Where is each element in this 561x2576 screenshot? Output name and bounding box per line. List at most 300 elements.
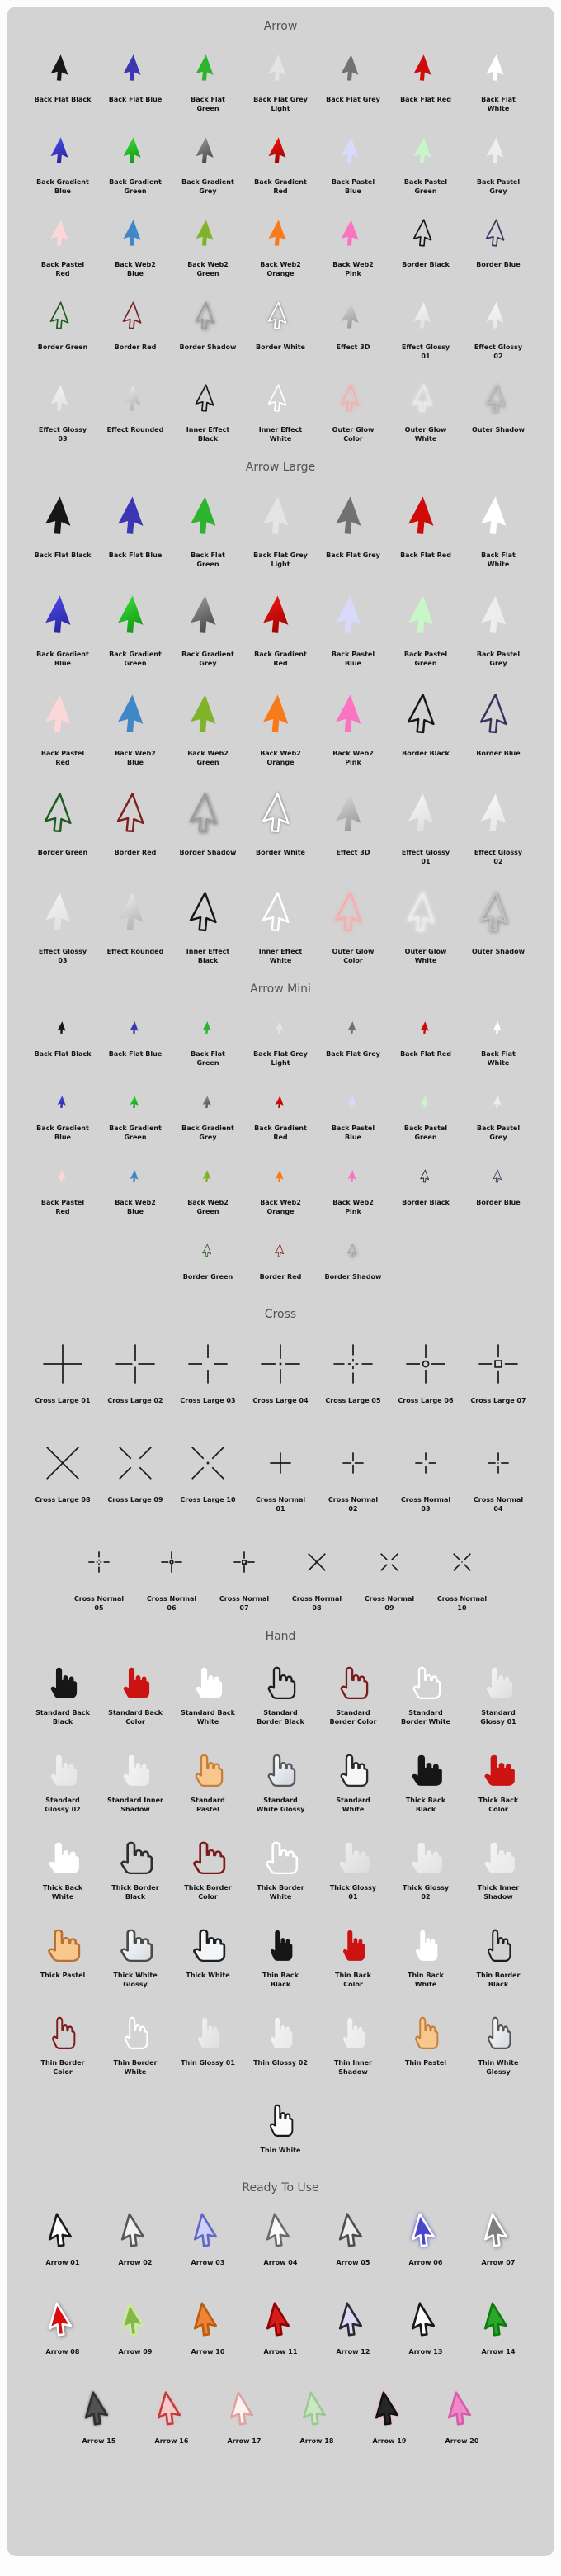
cursor-label: Back Flat Grey Light bbox=[253, 552, 308, 568]
cursor-tile-outer-shadow[interactable] bbox=[462, 880, 535, 968]
cursor-tile-thin-back-black[interactable] bbox=[244, 1915, 317, 1991]
cursor-label: Border Green bbox=[37, 849, 88, 856]
cursor-tile-arrow-08[interactable] bbox=[26, 2294, 99, 2368]
cursor-tile-cross-normal-07[interactable] bbox=[208, 1529, 280, 1615]
outer-glow-white-cursor-icon bbox=[389, 880, 462, 948]
cursor-tile-thick-inner-shadow[interactable] bbox=[462, 1828, 535, 1904]
cursor-label: Back Gradient Green bbox=[109, 1125, 162, 1141]
section-arrow-large bbox=[16, 461, 544, 968]
back-flat-grey-light-cursor-icon bbox=[244, 43, 317, 96]
cursor-tile-back-gradient-green[interactable] bbox=[99, 583, 172, 670]
standard-white-glossy-cursor-icon bbox=[244, 1740, 317, 1797]
cursor-tile-effect-rounded[interactable] bbox=[99, 373, 172, 446]
cursor-label: Arrow 15 bbox=[82, 2437, 116, 2445]
cursor-tile-arrow-10[interactable] bbox=[172, 2294, 244, 2368]
cursor-tile-effect-glossy-02[interactable] bbox=[462, 781, 535, 869]
cursor-tile-thin-glossy-02[interactable] bbox=[244, 2003, 317, 2079]
cursor-tile-cross-large-02[interactable] bbox=[99, 1331, 172, 1417]
cursor-tile-thin-white-glossy[interactable] bbox=[462, 2003, 535, 2079]
cursor-tile-arrow-20[interactable] bbox=[426, 2383, 498, 2457]
border-white-cursor-icon bbox=[244, 781, 317, 849]
cursor-tile-back-flat-grey[interactable] bbox=[317, 1006, 389, 1070]
cross-normal-09-cursor-icon bbox=[353, 1529, 426, 1595]
cursor-label: Arrow 04 bbox=[263, 2259, 298, 2266]
cursor-tile-back-flat-white[interactable] bbox=[462, 484, 535, 571]
cursor-tile-back-gradient-blue[interactable] bbox=[26, 125, 99, 198]
cursor-label: Border Black bbox=[402, 750, 450, 757]
cursor-tile-back-flat-grey-light[interactable] bbox=[244, 43, 317, 116]
cursor-tile-arrow-09[interactable] bbox=[99, 2294, 172, 2368]
cursor-tile-back-web2-orange[interactable] bbox=[244, 208, 317, 281]
arrow-08-cursor-icon bbox=[26, 2294, 99, 2348]
cursor-tile-thick-back-black[interactable] bbox=[389, 1740, 462, 1816]
border-black-cursor-icon bbox=[389, 1154, 462, 1199]
cursor-tile-back-pastel-grey[interactable] bbox=[462, 1080, 535, 1144]
cursor-tile-back-flat-green[interactable] bbox=[172, 1006, 244, 1070]
cursor-tile-thick-white[interactable] bbox=[172, 1915, 244, 1991]
cursor-tile-thin-inner-shadow[interactable] bbox=[317, 2003, 389, 2079]
cursor-tile-effect-glossy-01[interactable] bbox=[389, 781, 462, 869]
cursor-tile-border-red[interactable] bbox=[99, 291, 172, 363]
cursor-tile-back-web2-blue[interactable] bbox=[99, 1154, 172, 1219]
cursor-label: Cross Large 03 bbox=[180, 1397, 236, 1404]
cursor-tile-standard-back-white[interactable] bbox=[172, 1653, 244, 1729]
cursor-tile-thin-back-white[interactable] bbox=[389, 1915, 462, 1991]
cursor-label: Cross Normal 10 bbox=[436, 1595, 488, 1612]
cursor-tile-back-pastel-green[interactable] bbox=[389, 1080, 462, 1144]
cursor-tile-standard-back-black[interactable] bbox=[26, 1653, 99, 1729]
cursor-tile-back-gradient-red[interactable] bbox=[244, 583, 317, 670]
cursor-tile-standard-pastel[interactable] bbox=[172, 1740, 244, 1816]
cursor-label: Thin Border Black bbox=[476, 1972, 521, 1988]
cursor-tile-cross-large-01[interactable] bbox=[26, 1331, 99, 1417]
cursor-tile-back-flat-black[interactable] bbox=[26, 484, 99, 571]
cursor-tile-back-gradient-green[interactable] bbox=[99, 1080, 172, 1144]
arrow-20-cursor-icon bbox=[426, 2383, 498, 2437]
back-gradient-red-cursor-icon bbox=[244, 1080, 317, 1125]
back-flat-red-cursor-icon bbox=[389, 1006, 462, 1050]
cursor-label: Back Pastel Green bbox=[403, 178, 448, 195]
cursor-label: Effect Glossy 03 bbox=[38, 426, 87, 443]
cursor-tile-thin-border-black[interactable] bbox=[462, 1915, 535, 1991]
cursor-label: Thin Border Color bbox=[40, 2059, 85, 2076]
cursor-tile-back-pastel-red[interactable] bbox=[26, 1154, 99, 1219]
cursor-tile-standard-border-color[interactable] bbox=[317, 1653, 389, 1729]
cursor-tile-back-web2-pink[interactable] bbox=[317, 682, 389, 769]
cursor-row bbox=[16, 583, 544, 670]
thick-inner-shadow-cursor-icon bbox=[462, 1828, 535, 1884]
cursor-tile-border-black[interactable] bbox=[389, 682, 462, 769]
cursor-row bbox=[16, 1006, 544, 1070]
cursor-label: Back Pastel Grey bbox=[476, 651, 521, 667]
cursor-tile-border-red[interactable] bbox=[99, 781, 172, 869]
cursor-tile-back-web2-blue[interactable] bbox=[99, 208, 172, 281]
back-gradient-green-cursor-icon bbox=[99, 583, 172, 651]
cursor-tile-effect-3d[interactable] bbox=[317, 781, 389, 869]
cursor-tile-back-pastel-grey[interactable] bbox=[462, 583, 535, 670]
cursor-tile-border-blue[interactable] bbox=[462, 682, 535, 769]
cursor-tile-back-flat-green[interactable] bbox=[172, 43, 244, 116]
effect-rounded-cursor-icon bbox=[99, 880, 172, 948]
cursor-tile-back-flat-grey-light[interactable] bbox=[244, 1006, 317, 1070]
cursor-label: Thick Back Color bbox=[478, 1797, 519, 1813]
cursor-row bbox=[16, 2383, 544, 2457]
cursor-tile-cross-large-04[interactable] bbox=[244, 1331, 317, 1417]
cursor-tile-arrow-16[interactable] bbox=[135, 2383, 208, 2457]
effect-rounded-cursor-icon bbox=[99, 373, 172, 426]
inner-effect-white-cursor-icon bbox=[244, 880, 317, 948]
cursor-tile-back-gradient-grey[interactable] bbox=[172, 125, 244, 198]
cursor-tile-standard-border-white[interactable] bbox=[389, 1653, 462, 1729]
cursor-label: Back Gradient Red bbox=[254, 1125, 307, 1141]
cursor-label: Back Flat Blue bbox=[108, 1050, 163, 1058]
cursor-label: Thick Glossy 02 bbox=[402, 1884, 450, 1901]
cursor-tile-back-gradient-blue[interactable] bbox=[26, 1080, 99, 1144]
cursor-label: Effect Glossy 02 bbox=[474, 343, 523, 360]
cursor-tile-back-pastel-green[interactable] bbox=[389, 125, 462, 198]
cursor-tile-arrow-12[interactable] bbox=[317, 2294, 389, 2368]
cursor-tile-back-gradient-blue[interactable] bbox=[26, 583, 99, 670]
arrow-18-cursor-icon bbox=[280, 2383, 353, 2437]
cursor-tile-cross-large-10[interactable] bbox=[172, 1430, 244, 1516]
cursor-tile-back-pastel-red[interactable] bbox=[26, 682, 99, 769]
cursor-tile-arrow-01[interactable] bbox=[26, 2204, 99, 2279]
cursor-tile-border-shadow[interactable] bbox=[172, 291, 244, 363]
back-web2-pink-cursor-icon bbox=[317, 208, 389, 261]
cursor-tile-back-flat-blue[interactable] bbox=[99, 484, 172, 571]
cursor-tile-standard-back-color[interactable] bbox=[99, 1653, 172, 1729]
cursor-tile-thin-pastel[interactable] bbox=[389, 2003, 462, 2079]
cursor-tile-back-gradient-red[interactable] bbox=[244, 1080, 317, 1144]
cross-normal-05-cursor-icon bbox=[63, 1529, 135, 1595]
cursor-row bbox=[16, 1828, 544, 1904]
arrow-15-cursor-icon bbox=[63, 2383, 135, 2437]
cursor-label: Back Pastel Blue bbox=[331, 178, 375, 195]
cursor-tile-back-gradient-grey[interactable] bbox=[172, 1080, 244, 1144]
cursor-tile-border-shadow[interactable] bbox=[317, 1229, 389, 1293]
cursor-tile-effect-glossy-01[interactable] bbox=[389, 291, 462, 363]
cursor-tile-border-green[interactable] bbox=[26, 291, 99, 363]
cursor-tile-arrow-18[interactable] bbox=[280, 2383, 353, 2457]
cursor-row bbox=[16, 781, 544, 869]
cursor-tile-thin-border-color[interactable] bbox=[26, 2003, 99, 2079]
cursor-tile-arrow-03[interactable] bbox=[172, 2204, 244, 2279]
cursor-tile-effect-3d[interactable] bbox=[317, 291, 389, 363]
cursor-tile-standard-glossy-02[interactable] bbox=[26, 1740, 99, 1816]
effect-glossy-01-cursor-icon bbox=[389, 781, 462, 849]
back-gradient-green-cursor-icon bbox=[99, 1080, 172, 1125]
cursor-tile-thick-white-glossy[interactable] bbox=[99, 1915, 172, 1991]
cursor-tile-border-green[interactable] bbox=[172, 1229, 244, 1293]
cursor-label: Thick White bbox=[186, 1972, 230, 1979]
cursor-label: Back Gradient Grey bbox=[182, 1125, 234, 1141]
cursor-tile-cross-normal-06[interactable] bbox=[135, 1529, 208, 1615]
cursor-tile-inner-effect-black[interactable] bbox=[172, 373, 244, 446]
cursor-tile-back-pastel-red[interactable] bbox=[26, 208, 99, 281]
cursor-row bbox=[16, 125, 544, 198]
cursor-tile-cross-normal-02[interactable] bbox=[317, 1430, 389, 1516]
cursor-label: Thin Back White bbox=[408, 1972, 444, 1988]
cursor-tile-border-black[interactable] bbox=[389, 1154, 462, 1219]
cursor-tile-back-flat-black[interactable] bbox=[26, 1006, 99, 1070]
cursor-tile-thick-border-color[interactable] bbox=[172, 1828, 244, 1904]
cursor-label: Arrow 18 bbox=[299, 2437, 334, 2445]
cursor-label: Back Flat Grey bbox=[326, 96, 380, 103]
cursor-tile-arrow-13[interactable] bbox=[389, 2294, 462, 2368]
cursor-tile-back-flat-white[interactable] bbox=[462, 43, 535, 116]
cursor-tile-border-white[interactable] bbox=[244, 781, 317, 869]
cursor-label: Border Black bbox=[402, 1199, 450, 1206]
back-flat-white-cursor-icon bbox=[462, 1006, 535, 1050]
cursor-tile-inner-effect-white[interactable] bbox=[244, 373, 317, 446]
effect-glossy-03-cursor-icon bbox=[26, 373, 99, 426]
cursor-row bbox=[16, 1740, 544, 1816]
cursor-tile-border-black[interactable] bbox=[389, 208, 462, 281]
cursor-tile-inner-effect-white[interactable] bbox=[244, 880, 317, 968]
cursor-tile-standard-inner-shadow[interactable] bbox=[99, 1740, 172, 1816]
cursor-tile-thin-glossy-01[interactable] bbox=[172, 2003, 244, 2079]
outer-glow-color-cursor-icon bbox=[317, 373, 389, 426]
cursor-label: Back Flat Green bbox=[191, 96, 225, 112]
cursor-tile-back-flat-white[interactable] bbox=[462, 1006, 535, 1070]
cursor-tile-back-gradient-grey[interactable] bbox=[172, 583, 244, 670]
thick-white-cursor-icon bbox=[172, 1915, 244, 1972]
cursor-label: Back Flat White bbox=[481, 96, 516, 112]
cursor-tile-arrow-02[interactable] bbox=[99, 2204, 172, 2279]
cursor-tile-border-green[interactable] bbox=[26, 781, 99, 869]
cursor-tile-back-flat-grey[interactable] bbox=[317, 484, 389, 571]
cursor-tile-border-blue[interactable] bbox=[462, 1154, 535, 1219]
cursor-tile-back-gradient-green[interactable] bbox=[99, 125, 172, 198]
cursor-label: Back Gradient Blue bbox=[36, 651, 89, 667]
cursor-label: Thick Pastel bbox=[40, 1972, 86, 1979]
back-pastel-blue-cursor-icon bbox=[317, 125, 389, 178]
cursor-tile-back-flat-grey-light[interactable] bbox=[244, 484, 317, 571]
cursor-label: Cross Normal 06 bbox=[146, 1595, 197, 1612]
cursor-tile-border-red[interactable] bbox=[244, 1229, 317, 1293]
cursor-tile-cross-large-03[interactable] bbox=[172, 1331, 244, 1417]
cursor-label: Arrow 20 bbox=[445, 2437, 479, 2445]
cross-normal-03-cursor-icon bbox=[389, 1430, 462, 1496]
cursor-label: Arrow 10 bbox=[191, 2348, 225, 2356]
arrow-10-cursor-icon bbox=[172, 2294, 244, 2348]
cursor-row bbox=[16, 1430, 544, 1516]
cursor-label: Outer Glow White bbox=[404, 426, 447, 443]
cursor-tile-thin-white[interactable] bbox=[244, 2091, 317, 2166]
section-arrow bbox=[16, 20, 544, 446]
cursor-tile-back-flat-blue[interactable] bbox=[99, 1006, 172, 1070]
cursor-label: Back Flat Green bbox=[191, 552, 225, 568]
back-gradient-red-cursor-icon bbox=[244, 583, 317, 651]
cursor-row bbox=[16, 43, 544, 116]
back-flat-grey-cursor-icon bbox=[317, 1006, 389, 1050]
cursor-tile-cross-normal-08[interactable] bbox=[280, 1529, 353, 1615]
cursor-tile-outer-glow-white[interactable] bbox=[389, 373, 462, 446]
border-shadow-cursor-icon bbox=[317, 1229, 389, 1273]
cursor-tile-border-blue[interactable] bbox=[462, 208, 535, 281]
cursor-tile-effect-glossy-03[interactable] bbox=[26, 880, 99, 968]
cursor-tile-arrow-04[interactable] bbox=[244, 2204, 317, 2279]
cursor-tile-arrow-15[interactable] bbox=[63, 2383, 135, 2457]
cursor-label: Arrow 19 bbox=[372, 2437, 407, 2445]
back-pastel-red-cursor-icon bbox=[26, 682, 99, 750]
standard-back-black-cursor-icon bbox=[26, 1653, 99, 1709]
cursor-label: Cross Large 08 bbox=[35, 1496, 91, 1503]
cursor-tile-back-web2-blue[interactable] bbox=[99, 682, 172, 769]
arrow-03-cursor-icon bbox=[172, 2204, 244, 2259]
cursor-tile-arrow-06[interactable] bbox=[389, 2204, 462, 2279]
cross-large-04-cursor-icon bbox=[244, 1331, 317, 1397]
cursor-tile-cross-normal-10[interactable] bbox=[426, 1529, 498, 1615]
border-green-cursor-icon bbox=[26, 291, 99, 343]
cursor-tile-border-white[interactable] bbox=[244, 291, 317, 363]
cursor-label: Cross Large 04 bbox=[252, 1397, 309, 1404]
cursor-tile-back-pastel-blue[interactable] bbox=[317, 1080, 389, 1144]
cursor-tile-effect-glossy-02[interactable] bbox=[462, 291, 535, 363]
effect-glossy-02-cursor-icon bbox=[462, 781, 535, 849]
cursor-row bbox=[16, 1229, 544, 1293]
cursor-label: Arrow 13 bbox=[408, 2348, 443, 2356]
cursor-tile-cross-large-06[interactable] bbox=[389, 1331, 462, 1417]
cursor-tile-effect-rounded[interactable] bbox=[99, 880, 172, 968]
thin-glossy-01-cursor-icon bbox=[172, 2003, 244, 2059]
cursor-tile-arrow-05[interactable] bbox=[317, 2204, 389, 2279]
cursor-label: Outer Glow Color bbox=[332, 948, 375, 964]
cursor-tile-back-web2-green[interactable] bbox=[172, 208, 244, 281]
cursor-label: Back Web2 Pink bbox=[332, 750, 374, 766]
section-title: Arrow bbox=[263, 20, 298, 33]
cursor-tile-thin-border-white[interactable] bbox=[99, 2003, 172, 2079]
cursor-label: Back Flat Green bbox=[191, 1050, 225, 1067]
cursor-label: Back Pastel Red bbox=[40, 750, 85, 766]
cursor-tile-back-flat-red[interactable] bbox=[389, 1006, 462, 1070]
cursor-tile-back-pastel-green[interactable] bbox=[389, 583, 462, 670]
cursor-label: Arrow 07 bbox=[481, 2259, 516, 2266]
cursor-label: Thick Glossy 01 bbox=[329, 1884, 377, 1901]
back-flat-green-cursor-icon bbox=[172, 1006, 244, 1050]
cursor-tile-back-flat-red[interactable] bbox=[389, 43, 462, 116]
cursor-tile-back-web2-green[interactable] bbox=[172, 1154, 244, 1219]
arrow-07-cursor-icon bbox=[462, 2204, 535, 2259]
cursor-tile-outer-shadow[interactable] bbox=[462, 373, 535, 446]
cursor-tile-back-flat-green[interactable] bbox=[172, 484, 244, 571]
cursor-tile-effect-glossy-03[interactable] bbox=[26, 373, 99, 446]
back-gradient-red-cursor-icon bbox=[244, 125, 317, 178]
cursor-tile-arrow-07[interactable] bbox=[462, 2204, 535, 2279]
cursor-tile-back-gradient-red[interactable] bbox=[244, 125, 317, 198]
cursor-label: Back Gradient Blue bbox=[36, 178, 89, 195]
cursor-tile-arrow-19[interactable] bbox=[353, 2383, 426, 2457]
thin-border-white-cursor-icon bbox=[99, 2003, 172, 2059]
cursor-label: Border Shadow bbox=[179, 343, 237, 351]
cursor-tile-cross-large-07[interactable] bbox=[462, 1331, 535, 1417]
cursor-tile-back-pastel-blue[interactable] bbox=[317, 125, 389, 198]
inner-effect-white-cursor-icon bbox=[244, 373, 317, 426]
back-gradient-blue-cursor-icon bbox=[26, 1080, 99, 1125]
cursor-label: Outer Glow Color bbox=[332, 426, 375, 443]
cursor-tile-thin-back-color[interactable] bbox=[317, 1915, 389, 1991]
cursor-tile-inner-effect-black[interactable] bbox=[172, 880, 244, 968]
back-gradient-blue-cursor-icon bbox=[26, 125, 99, 178]
cursor-tile-cross-normal-05[interactable] bbox=[63, 1529, 135, 1615]
arrow-02-cursor-icon bbox=[99, 2204, 172, 2259]
cursor-tile-back-web2-pink[interactable] bbox=[317, 208, 389, 281]
cursor-tile-cross-normal-03[interactable] bbox=[389, 1430, 462, 1516]
cursor-tile-back-flat-grey[interactable] bbox=[317, 43, 389, 116]
arrow-04-cursor-icon bbox=[244, 2204, 317, 2259]
cursor-label: Arrow 11 bbox=[263, 2348, 298, 2356]
cursor-tile-cross-large-09[interactable] bbox=[99, 1430, 172, 1516]
cursor-tile-arrow-14[interactable] bbox=[462, 2294, 535, 2368]
cursor-tile-arrow-11[interactable] bbox=[244, 2294, 317, 2368]
cursor-tile-cross-large-08[interactable] bbox=[26, 1430, 99, 1516]
cursor-tile-thick-glossy-02[interactable] bbox=[389, 1828, 462, 1904]
back-web2-pink-cursor-icon bbox=[317, 682, 389, 750]
cursor-tile-cross-normal-09[interactable] bbox=[353, 1529, 426, 1615]
standard-border-white-cursor-icon bbox=[389, 1653, 462, 1709]
cursor-tile-thick-pastel[interactable] bbox=[26, 1915, 99, 1991]
cursor-tile-outer-glow-white[interactable] bbox=[389, 880, 462, 968]
cursor-tile-outer-glow-color[interactable] bbox=[317, 373, 389, 446]
back-web2-pink-cursor-icon bbox=[317, 1154, 389, 1199]
thick-glossy-01-cursor-icon bbox=[317, 1828, 389, 1884]
cursor-tile-standard-white[interactable] bbox=[317, 1740, 389, 1816]
cursor-tile-back-pastel-grey[interactable] bbox=[462, 125, 535, 198]
back-flat-green-cursor-icon bbox=[172, 43, 244, 96]
cursor-tile-outer-glow-color[interactable] bbox=[317, 880, 389, 968]
cross-large-07-cursor-icon bbox=[462, 1331, 535, 1397]
cursor-label: Back Pastel Green bbox=[403, 651, 448, 667]
cursor-tile-cross-normal-04[interactable] bbox=[462, 1430, 535, 1516]
cursor-tile-border-shadow[interactable] bbox=[172, 781, 244, 869]
cursor-tile-back-pastel-blue[interactable] bbox=[317, 583, 389, 670]
back-flat-black-cursor-icon bbox=[26, 1006, 99, 1050]
section-title: Hand bbox=[265, 1630, 296, 1643]
cursor-tile-cross-normal-01[interactable] bbox=[244, 1430, 317, 1516]
back-flat-black-cursor-icon bbox=[26, 43, 99, 96]
cursor-tile-thick-border-white[interactable] bbox=[244, 1828, 317, 1904]
cursor-tile-cross-large-05[interactable] bbox=[317, 1331, 389, 1417]
cursor-label: Back Flat Black bbox=[34, 1050, 92, 1058]
cursor-tile-back-flat-red[interactable] bbox=[389, 484, 462, 571]
cursor-label: Cross Large 06 bbox=[398, 1397, 454, 1404]
cursor-tile-thick-border-black[interactable] bbox=[99, 1828, 172, 1904]
cursor-tile-standard-white-glossy[interactable] bbox=[244, 1740, 317, 1816]
cursor-tile-thick-back-white[interactable] bbox=[26, 1828, 99, 1904]
cursor-tile-back-flat-blue[interactable] bbox=[99, 43, 172, 116]
cursor-tile-back-flat-black[interactable] bbox=[26, 43, 99, 116]
section-title: Ready To Use bbox=[242, 2181, 319, 2195]
cursor-tile-back-web2-orange[interactable] bbox=[244, 1154, 317, 1219]
cursor-label: Standard Glossy 02 bbox=[45, 1797, 81, 1813]
cursor-tile-back-web2-green[interactable] bbox=[172, 682, 244, 769]
cursor-row bbox=[16, 291, 544, 363]
back-web2-orange-cursor-icon bbox=[244, 1154, 317, 1199]
cursor-label: Cross Normal 04 bbox=[473, 1496, 524, 1513]
cursor-label: Back Flat Red bbox=[400, 1050, 451, 1058]
cursor-tile-standard-border-black[interactable] bbox=[244, 1653, 317, 1729]
cursor-tile-thick-back-color[interactable] bbox=[462, 1740, 535, 1816]
cursor-tile-arrow-17[interactable] bbox=[208, 2383, 280, 2457]
cursor-tile-back-web2-orange[interactable] bbox=[244, 682, 317, 769]
cursor-tile-back-web2-pink[interactable] bbox=[317, 1154, 389, 1219]
cursor-tile-thick-glossy-01[interactable] bbox=[317, 1828, 389, 1904]
cursor-label: Effect 3D bbox=[336, 343, 370, 351]
back-flat-grey-light-cursor-icon bbox=[244, 1006, 317, 1050]
back-flat-grey-cursor-icon bbox=[317, 43, 389, 96]
cursor-label: Thick Border Black bbox=[111, 1884, 159, 1901]
cursor-tile-standard-glossy-01[interactable] bbox=[462, 1653, 535, 1729]
